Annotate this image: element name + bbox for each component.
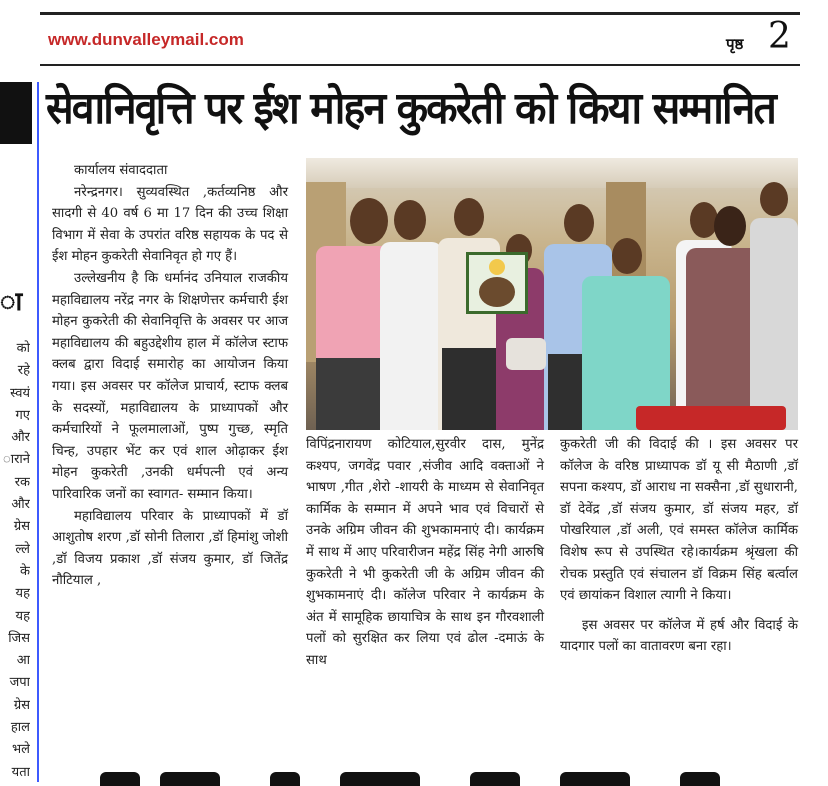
adjacent-fragment: स्वयं [10,385,30,401]
paragraph-1: नरेन्द्रनगर। सुव्यवस्थित ,कर्तव्यनिष्ठ और सादगी से 40 वर्ष 6 मा 17 दिन की उच्च शिक्षा विभाग में सेवा के उपरांत वरिष्ठ सहायक के पद से ईश मोहन कुकरेती सेवानिवृत हो गए हैं। [52,184,288,265]
paragraph-4: विपिंद्रनारायण कोटियाल,सुरवीर दास, मुनेंद्र कश्यप, जगवेंद्र पवार ,संजीव आदि वक्ताओं ने भाषण ,गीत ,शेरो -शायरी के माध्यम से सेवानिवृत कार्मिक के सम्मान में अपने भाव एवं विचारों से उनके अग्रिम जीवन की शुभकामनाएं दी। कार्यक्रम में साथ में आए परिवारीजन महेंद्र सिंह नेगी आरुषि कुकरेती ने भी कुकरेती जी के अग्रिम जीवन की शुभकामनाएं दी। कॉलेज परिवार ने कार्यक्रम के अंत में सामूहिक छायाचित्र के साथ इन गौरवशाली पलों को सुरक्षित कर लिया एवं ढोल -दमाऊं के साथ [306,437,544,668]
adjacent-fragment: गए [15,407,30,423]
adjacent-article-strip [0,82,38,785]
article-column-1 [52,160,288,592]
adjacent-fragment: रक [14,474,30,490]
page-label: पृष्ठ [726,35,744,53]
paragraph-6: इस अवसर पर कॉलेज में हर्ष और विदाई के यादगार पलों का वातावरण बना रहा। [560,617,798,655]
adjacent-fragment: जिस [8,630,30,646]
adjacent-fragment: और [11,430,30,446]
adjacent-fragment: के [20,563,30,579]
adjacent-fragment: ल्ले [15,541,30,557]
photo-ceiling [306,158,798,188]
adjacent-fragment: ग्रेस [13,519,30,535]
article-column-2 [306,434,544,672]
adjacent-fragment: यह [15,608,30,624]
adjacent-fragment: को [16,341,30,356]
adjacent-fragment: हाल [10,720,30,736]
adjacent-fragment: यह [15,586,30,602]
adjacent-fragment: भले [12,742,30,758]
paragraph-5: कुकरेती जी की विदाई की । इस अवसर पर कॉलेज के वरिष्ठ प्राध्यापक डॉ यू सी मैठाणी ,डॉ सपना कश्यप, डॉ आराध ना सक्सैना ,डॉ सुधारानी, डॉ देवेंद्र ,डॉ संजय कुमार, डॉ संजय महर, डॉ पोखरियाल ,डॉ अली, एवं समस्त कॉलेज कार्मिक विशेष रूप से उपस्थित रहे।कार्यक्रम श्रृंखला की रोचक प्रस्तुति एवं संचालन डॉ विक्रम सिंह बर्त्वाल एवं छायांकन विशाल त्यागी ने किया। [560,437,798,604]
adjacent-fragment: ाराने [3,452,30,468]
adjacent-text-fragments [0,338,30,784]
adjacent-letter: ा [0,287,23,317]
adjacent-fragment: और [11,497,30,513]
site-url[interactable]: www.dunvalleymail.com [48,30,244,49]
event-photo [306,158,798,430]
adjacent-fragment: यता [11,764,30,780]
next-headline-partial [40,772,800,786]
gift-logo-icon [489,259,505,275]
person-right-edge [750,182,798,430]
page-number: 2 [768,16,791,57]
person-teal-suit [578,238,674,430]
adjacent-headline-block [0,82,32,144]
gift-frame [466,252,528,314]
adjacent-fragment: जपा [9,675,30,691]
gift-portrait-icon [479,277,515,307]
byline: कार्यालय संवाददाता [74,163,168,178]
adjacent-fragment: ग्रेस [13,697,30,713]
header-rule [40,64,800,66]
paragraph-3: महाविद्यालय परिवार के प्राध्यापकों में डॉ आशुतोष शरण ,डॉ सोनी तिलारा ,डॉ हिमांशु जोशी ,डॉ विजय प्रकाश ,डॉ संजय कुमार, डॉ जितेंद्र नौटियाल , [52,508,288,589]
article-column-3 [560,434,798,658]
column-divider [37,82,39,782]
top-rule [40,12,800,15]
table-red-cloth [636,406,786,430]
adjacent-fragment: आ [16,653,30,669]
article-headline: सेवानिवृत्ति पर ईश मोहन कुकरेती को किया सम्मानित [46,83,775,134]
handbag [506,330,546,370]
adjacent-fragment: रहे [17,363,30,379]
paragraph-2: उल्लेखनीय है कि धर्मानंद उनियाल राजकीय महाविद्यालय नरेंद्र नगर के शिक्षणेत्तर कर्मचारी ईश मोहन कुकरेती की सेवानिवृत्ति के अवसर पर आज महाविद्यालय की बहुउद्देशीय हाल में कॉलेज स्टाफ क्लब द्वारा विदाई समारोह का आयोजन किया गया। इस अवसर पर कॉलेज प्राचार्य, स्टाफ क्लब के सदस्यों, महाविद्यालय के प्राध्यापकों और कर्मचारियों ने फूलमालाओं, पुष्प गुच्छ, स्मृति चिन्ह, उपहार भेंट कर एवं शाल ओढ़ाकर ईश मोहन कुकरेती ,उनकी धर्मपत्नी एवं अन्य पारिवारिक जनों का स्वागत- सम्मान किया। [52,270,288,502]
